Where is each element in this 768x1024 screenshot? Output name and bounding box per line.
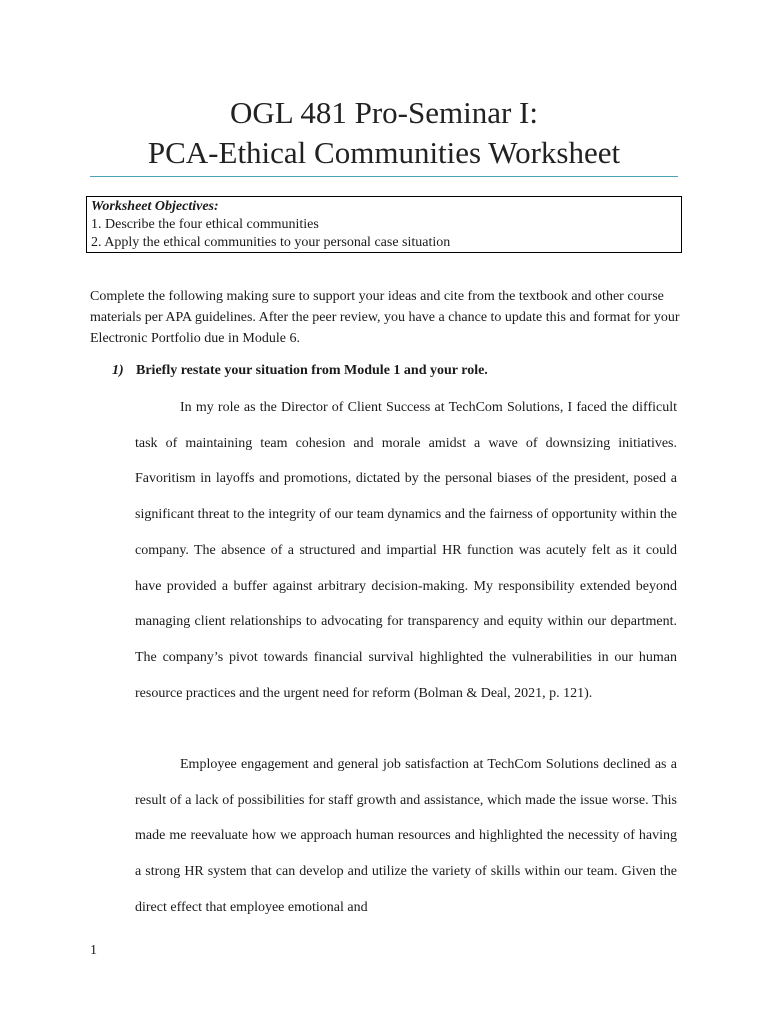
page-title-line-2: PCA-Ethical Communities Worksheet [147,135,621,170]
objectives-box [86,196,682,253]
objective-item-1: 1. Describe the four ethical communities [91,217,319,232]
objectives-heading: Worksheet Objectives: [91,199,219,214]
page-title-line-1: OGL 481 Pro-Seminar I: [230,95,538,130]
answer-paragraph-2: Employee engagement and general job satisfaction at TechCom Solutions declined as a result of a lack of possibilities for staff growth and assistance, which made the issue worse. This made me reevaluate how we approach human resources and highlighted the necessity of having a strong HR system that can develop and utilize the variety of skills within our team. Given the direct effect that employee emotional and [135,757,677,915]
instructions-paragraph: Complete the following making sure to support your ideas and cite from the textbook and other course materials per APA guidelines. After the peer review, you have a chance to update this and format for your Electronic Portfolio due in Module 6. [90,289,680,346]
page-number: 1 [90,943,97,958]
question-text: Briefly restate your situation from Module 1 and your role. [136,363,488,378]
question-1 [112,361,672,381]
objective-item-2: 2. Apply the ethical communities to your personal case situation [91,235,451,250]
answer-paragraph-1: In my role as the Director of Client Success at TechCom Solutions, I faced the difficult task of maintaining team cohesion and morale amidst a wave of downsizing initiatives. Favoritism in layoffs and promotions, dictated by the personal biases of the president, posed a significant threat to the integrity of our team dynamics and the fairness of opportunity within the company. The absence of a structured and impartial HR function was acutely felt as it could have provided a buffer against arbitrary decision-making. My responsibility extended beyond managing client relationships to advocating for transparency and equity within our department. The company’s pivot towards financial survival highlighted the vulnerabilities in our human resource practices and the urgent need for reform (Bolman & Deal, 2021, p. 121). [135,400,677,701]
title-divider [90,176,678,177]
question-number: 1) [112,363,124,378]
